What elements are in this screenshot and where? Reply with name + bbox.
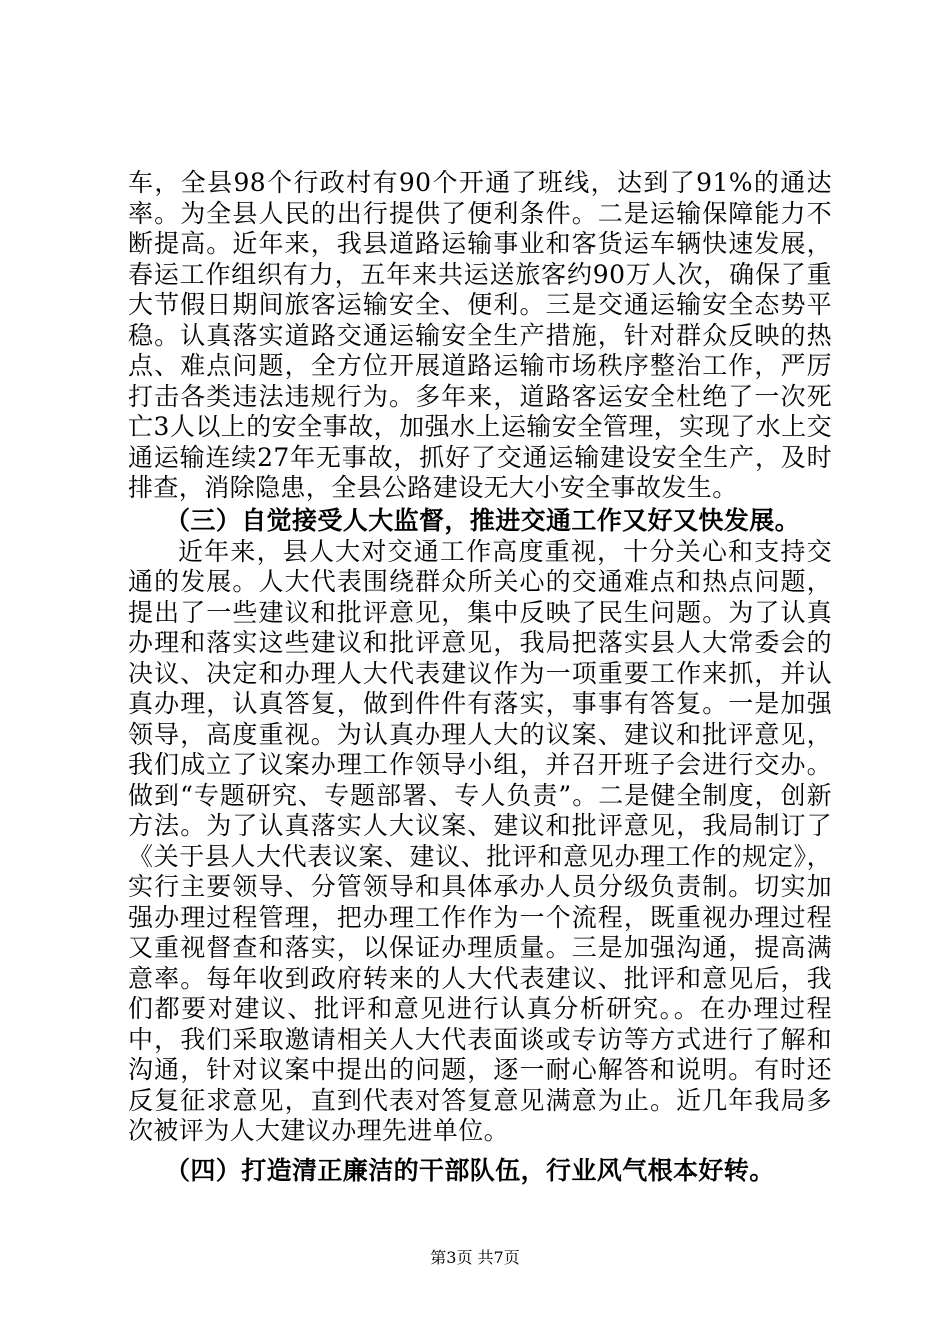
- section-heading-four: （四）打造清正廉洁的干部队伍，行业风气根本好转。: [165, 1155, 775, 1185]
- section-heading-three: （三）自觉接受人大监督，推进交通工作又好又快发展。: [165, 505, 801, 535]
- document-body: [128, 168, 832, 1187]
- page-number-footer: 第3页 共7页: [430, 1248, 520, 1267]
- paragraph-section-three: 近年来，县人大对交通工作高度重视，十分关心和支持交通的发展。人大代表围绕群众所关心的交通难点和热点问题，提出了一些建议和批评意见，集中反映了民生问题。为了认真办理和落实这些建议和批评意见，我局把落实县人大常委会的决议、决定和办理人大代表建议作为一项重要工作来抓，并认真办理，认真答复，做到件件有落实，事事有答复。一是加强领导，高度重视。为认真办理人大的议案、建议和批评意见，我们成立了议案办理工作领导小组，并召开班子会进行交办。做到“专题研究、专题部署、专人负责”。二是健全制度，创新方法。为了认真落实人大议案、建议和批评意见，我局制订了《关于县人大代表议案、建议、批评和意见办理工作的规定》，实行主要领导、分管领导和具体承办人员分级负责制。切实加强办理过程管理，把办理工作作为一个流程，既重视办理过程又重视督查和落实，以保证办理质量。三是加强沟通，提高满意率。每年收到政府转来的人大代表建议、批评和意见后，我们都要对建议、批评和意见进行认真分析研究。。在办理过程中，我们采取邀请相关人大代表面谈或专访等方式进行了解和沟通，针对议案中提出的问题，逐一耐心解答和说明。有时还反复征求意见，直到代表对答复意见满意为止。近几年我局多次被评为人大建议办理先进单位。: [128, 536, 832, 1145]
- paragraph-continued: 车，全县98个行政村有90个开通了班线，达到了91%的通达率。为全县人民的出行提供了便利条件。二是运输保障能力不断提高。近年来，我县道路运输事业和客货运车辆快速发展，春运工作组织有力，五年来共运送旅客约90万人次，确保了重大节假日期间旅客运输安全、便利。三是交通运输安全态势平稳。认真落实道路交通运输安全生产措施，针对群众反映的热点、难点问题，全方位开展道路运输市场秩序整治工作，严厉打击各类违法违规行为。多年来，道路客运安全杜绝了一次死亡3人以上的安全事故，加强水上运输安全管理，实现了水上交通运输连续27年无事故，抓好了交通运输建设安全生产，及时排查，消除隐患，全县公路建设无大小安全事故发生。: [128, 168, 832, 502]
